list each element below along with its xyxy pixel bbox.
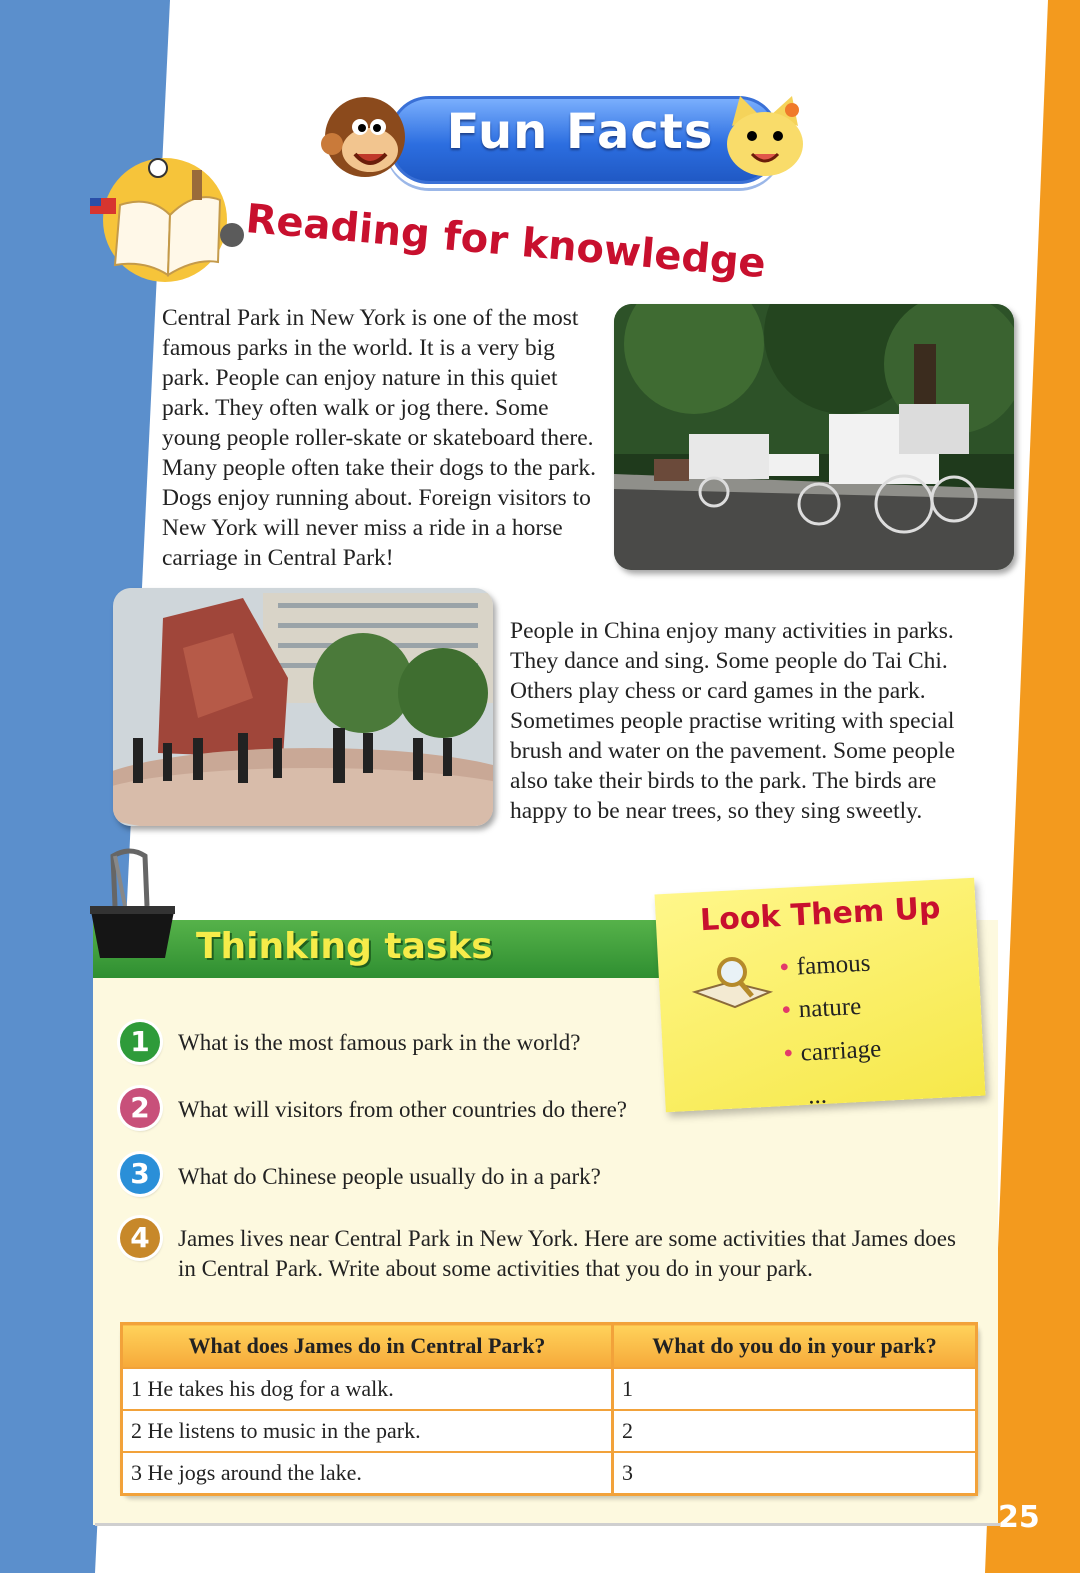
question-3-text: What do Chinese people usually do in a park? — [178, 1164, 601, 1189]
reading-paragraph-china-parks: People in China enjoy many activities in parks. They dance and sing. Some people do Tai Chi. Others play chess or card games in the park. Sometimes people practise writing with special brush and water on the pavement. Some people also take their birds to the park. The birds are happy to be near trees, so they sing sweetly. — [510, 618, 956, 824]
table-cell-you[interactable]: 2 — [613, 1410, 977, 1452]
page-divider — [95, 1523, 1000, 1526]
question-1-text: What is the most famous park in the world? — [178, 1030, 581, 1055]
binder-clip-icon — [85, 846, 180, 961]
open-book-emblem-icon — [70, 150, 245, 290]
table-cell-you[interactable]: 3 — [613, 1452, 977, 1495]
table-cell-james: 2 He listens to music in the park. — [122, 1410, 613, 1452]
table-row — [122, 1410, 977, 1452]
question-3-number: 3 — [120, 1154, 160, 1194]
tai-chi-photo — [113, 588, 493, 826]
question-2-number: 2 — [120, 1088, 160, 1128]
table-row — [122, 1368, 977, 1410]
table-header-you: What do you do in your park? — [613, 1324, 977, 1369]
question-2-text: What will visitors from other countries do there? — [178, 1097, 628, 1122]
magnifier-book-icon — [690, 952, 775, 1012]
lookup-word-2: • nature — [781, 992, 862, 1025]
thinking-tasks-title: Thinking tasks — [196, 926, 493, 967]
activities-table — [120, 1322, 978, 1496]
lookup-word-3: • carriage — [783, 1035, 882, 1068]
section-heading: Reading for knowledge — [243, 196, 768, 288]
question-4-text: James lives near Central Park in New York. Here are some activities that James does in Central Park. Write about some activities that you do in your park. — [178, 1226, 956, 1281]
cat-mascot-icon — [722, 96, 808, 180]
table-cell-james: 3 He jogs around the lake. — [122, 1452, 613, 1495]
look-them-up-title: Look Them Up — [699, 890, 942, 939]
question-4-number: 4 — [120, 1218, 160, 1258]
lookup-word-1: • famous — [779, 949, 871, 982]
banner-title: Fun Facts — [446, 104, 714, 160]
table-cell-james: 1 He takes his dog for a walk. — [122, 1368, 613, 1410]
table-cell-you[interactable]: 1 — [613, 1368, 977, 1410]
lookup-more: ... — [807, 1081, 828, 1110]
table-row — [122, 1452, 977, 1495]
reading-paragraph-central-park: Central Park in New York is one of the most famous parks in the world. It is a very big park. People can enjoy nature in this quiet park. They often walk or jog there. Some young people roller-skate or skateboard there. Many people often take their dogs to the park. Dogs enjoy running about. Foreign visitors to New York will never miss a ride in a horse carriage in Central Park! — [162, 305, 596, 571]
table-header-james: What does James do in Central Park? — [122, 1324, 613, 1369]
monkey-mascot-icon — [320, 92, 410, 182]
question-1-number: 1 — [120, 1022, 160, 1062]
page-number: 25 — [998, 1500, 1040, 1535]
horse-carriage-photo — [614, 304, 1014, 570]
